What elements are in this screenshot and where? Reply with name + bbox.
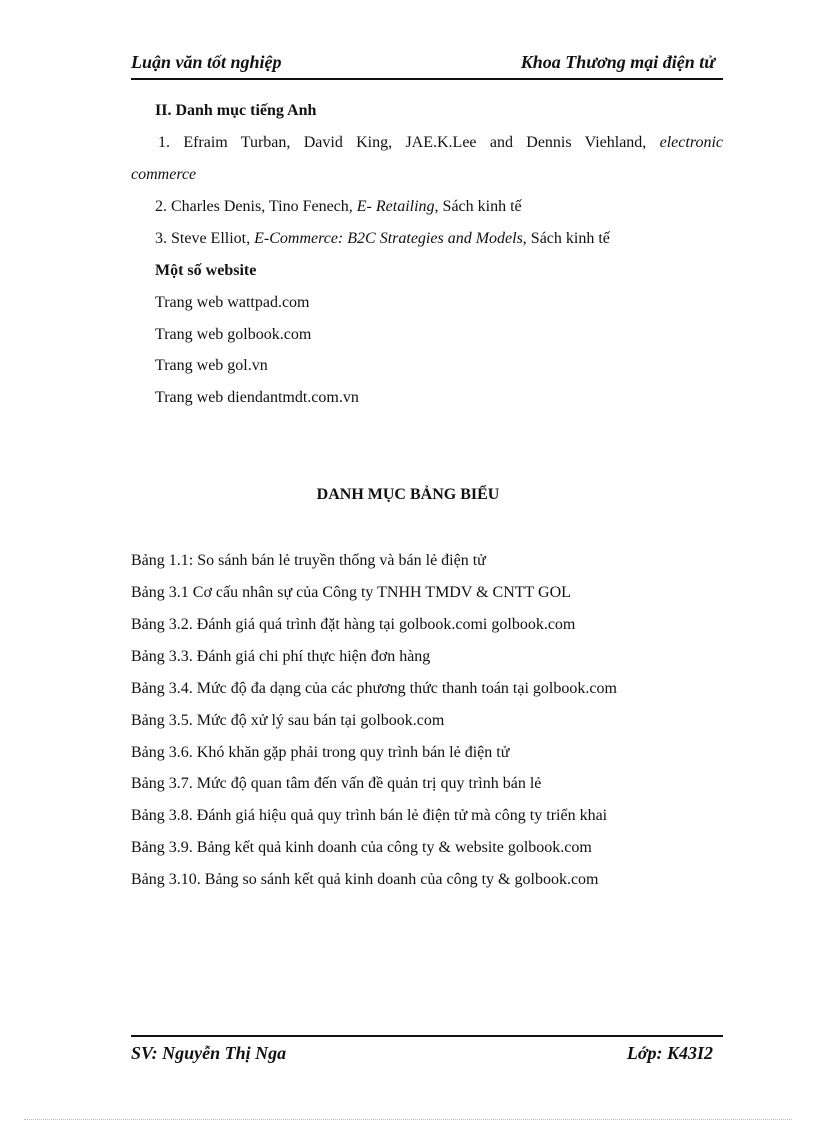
reference-item-1-line1 [158,133,723,153]
reference-item-2-authors: 2. Charles Denis, Tino Fenech, [155,198,357,215]
table-list-item: Bảng 3.10. Bảng so sánh kết quả kinh doanh của công ty & golbook.com [131,871,599,888]
header-thesis-label: Luận văn tốt nghiệp [131,52,282,72]
page-bottom-divider [24,1119,792,1120]
table-list-item: Bảng 3.9. Bảng kết quả kinh doanh của công ty & website golbook.com [131,839,592,856]
reference-item-3 [155,229,610,249]
websites-heading: Một số website [155,262,257,279]
website-item: Trang web gol.vn [155,357,268,374]
reference-item-2-publisher: , Sách kinh tế [434,198,522,215]
reference-item-1-title-part2: commerce [131,166,197,183]
reference-item-1-authors: 1. Efraim Turban, David King, JAE.K.Lee and Dennis Viehland, [158,134,660,151]
reference-item-2 [155,197,522,217]
table-list-item: Bảng 3.6. Khó khăn gặp phải trong quy trình bán lẻ điện tử [131,744,510,761]
website-item: Trang web wattpad.com [155,294,310,311]
reference-item-3-publisher: , Sách kinh tế [522,230,610,247]
page-footer [131,1035,723,1067]
english-refs-heading: II. Danh mục tiếng Anh [155,102,317,119]
table-list-item: Bảng 3.3. Đánh giá chi phí thực hiện đơn hàng [131,648,431,665]
table-list-item: Bảng 3.1 Cơ cấu nhân sự của Công ty TNHH TMDV & CNTT GOL [131,584,571,601]
reference-item-1-title-part1: electronic [659,134,723,151]
header-faculty-label: Khoa Thương mại điện tử [520,52,715,72]
website-item: Trang web diendantmdt.com.vn [155,389,359,406]
page-header [131,50,723,80]
table-list-item: Bảng 3.8. Đánh giá hiệu quả quy trình bán lẻ điện tử mà công ty triển khai [131,807,608,824]
table-list-item: Bảng 3.2. Đánh giá quá trình đặt hàng tại golbook.comi golbook.com [131,616,576,633]
table-list-item: Bảng 3.5. Mức độ xử lý sau bán tại golbook.com [131,712,445,729]
reference-item-3-title: E-Commerce: B2C Strategies and Models [254,230,523,247]
footer-class-label: Lớp: K43I2 [626,1043,713,1063]
table-list-item: Bảng 3.4. Mức độ đa dạng của các phương thức thanh toán tại golbook.com [131,680,617,697]
footer-student-name: SV: Nguyễn Thị Nga [131,1043,287,1063]
table-list-item: Bảng 1.1: So sánh bán lẻ truyền thống và bán lẻ điện tử [131,552,486,569]
reference-item-2-title: E- Retailing [356,198,435,215]
reference-item-3-authors: 3. Steve Elliot, [155,230,255,247]
website-item: Trang web golbook.com [155,326,312,343]
tables-list-title: DANH MỤC BẢNG BIỂU [316,486,500,503]
table-list-item: Bảng 3.7. Mức độ quan tâm đến vấn đề quản trị quy trình bán lẻ [131,775,542,792]
